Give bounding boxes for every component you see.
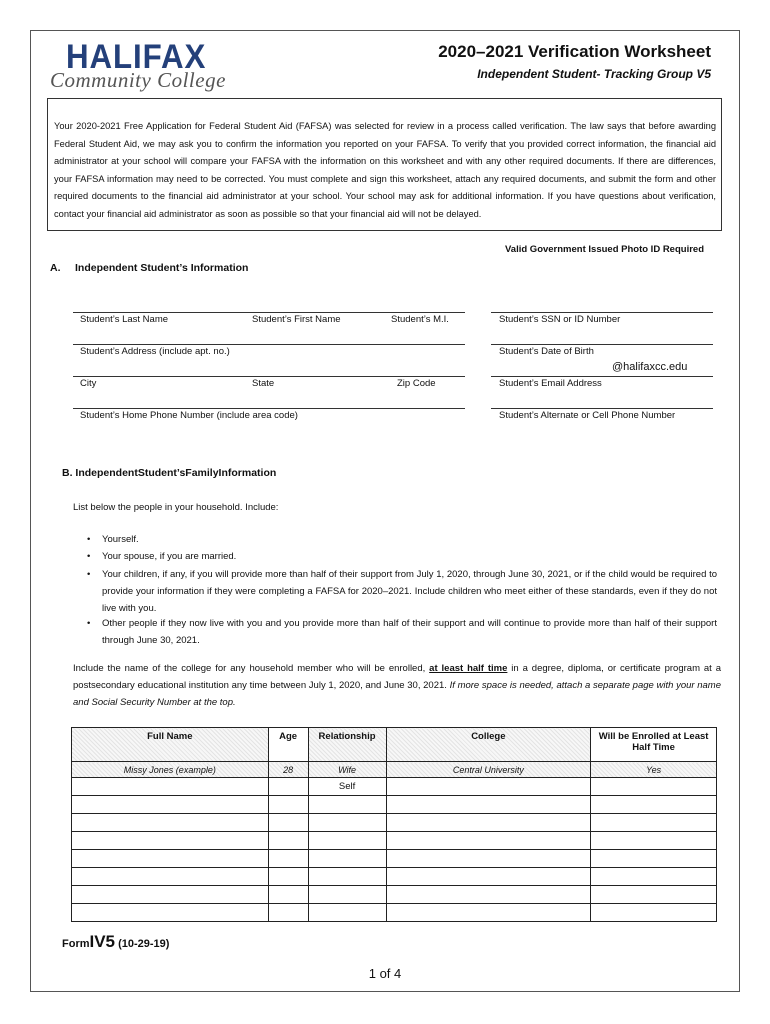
table-row[interactable] — [72, 886, 717, 904]
city-label: City — [80, 378, 97, 389]
table-row[interactable] — [72, 778, 717, 796]
col-header-relationship: Relationship — [308, 728, 386, 762]
email-line[interactable] — [491, 376, 713, 377]
college-logo: HALIFAX — [66, 38, 207, 76]
cell-phone-label: Student’s Alternate or Cell Phone Number — [499, 410, 676, 421]
bullet-icon: • — [87, 534, 91, 545]
col-header-age: Age — [268, 728, 308, 762]
col-header-enrolled: Will be Enrolled at Least Half Time — [591, 728, 717, 762]
ssn-label: Student’s SSN or ID Number — [499, 314, 621, 325]
table-row[interactable] — [72, 796, 717, 814]
page-subtitle: Independent Student- Tracking Group V5 — [477, 67, 711, 81]
page-number: 1 of 4 — [368, 966, 402, 981]
table-header-row — [72, 728, 717, 762]
last-name-label: Student’s Last Name — [80, 314, 169, 325]
dob-label: Student’s Date of Birth — [499, 346, 594, 357]
city-line[interactable] — [73, 376, 465, 377]
col-header-college: College — [386, 728, 591, 762]
cell-phone-line[interactable] — [491, 408, 713, 409]
bullet-icon: • — [87, 551, 91, 562]
section-a-heading — [50, 262, 248, 274]
name-line[interactable] — [73, 312, 465, 313]
first-name-label: Student’s First Name — [252, 314, 341, 325]
section-a-letter: A. — [50, 262, 61, 274]
email-domain: @halifaxcc.edu — [612, 361, 688, 373]
table-row[interactable] — [72, 814, 717, 832]
zip-label: Zip Code — [397, 378, 436, 389]
bullet-icon: • — [87, 618, 91, 629]
home-phone-line[interactable] — [73, 408, 465, 409]
address-label: Student’s Address (include apt. no.) — [80, 346, 230, 357]
half-time-emphasis: at least half time — [429, 663, 508, 674]
ssn-line[interactable] — [491, 312, 713, 313]
household-table — [71, 727, 717, 922]
bullet-icon: • — [87, 569, 91, 580]
email-label: Student’s Email Address — [499, 378, 602, 389]
dob-line[interactable] — [491, 344, 713, 345]
section-b-heading: B. IndependentStudent’sFamilyInformation — [62, 467, 277, 479]
section-a-title: Independent Student’s Information — [75, 262, 249, 274]
form-code: FormIV5 (10-29-19) — [62, 932, 170, 951]
page-title: 2020–2021 Verification Worksheet — [438, 42, 711, 61]
home-phone-label: Student’s Home Phone Number (include area code) — [80, 410, 298, 421]
address-line[interactable] — [73, 344, 465, 345]
state-label: State — [252, 378, 275, 389]
self-cell: Self — [308, 778, 386, 796]
table-row[interactable] — [72, 904, 717, 922]
table-row[interactable] — [72, 850, 717, 868]
table-row[interactable] — [72, 868, 717, 886]
mi-label: Student’s M.I. — [391, 314, 449, 325]
table-row-example: Missy Jones (example) 28 Wife Central University Yes — [72, 762, 717, 778]
photo-id-note: Valid Government Issued Photo ID Required — [504, 244, 704, 255]
intro-paragraph: Your 2020-2021 Free Application for Federal Student Aid (FAFSA) was selected for review in a process called verification. The law says that before awarding Federal Student Aid, we may ask you to confirm the information you reported on your FAFSA. To verify that you provided correct information, the financial aid administrator at your school will compare your FAFSA with the information on this worksheet and with any other required documents. If there are differences, your FAFSA information may need to be corrected. You must complete and sign this worksheet, attach any required documents, and submit the form and other required documents to the financial aid administrator at your school. Your school may ask for additional information. If you have questions about verification, contact your financial aid administrator as soon as possible so that your financial aid will not be delayed. — [47, 98, 722, 231]
household-intro: List below the people in your household. Include: — [73, 502, 279, 513]
college-instruction: Include the name of the college for any household member who will be enrolled, at least half time in a degree, diploma, or certificate program at a postsecondary educational institution any time between July 1, 2020, and June 30, 2021. If more space is needed, attach a separate page with your name and Social Security Number at the top. — [73, 663, 722, 708]
col-header-name: Full Name — [72, 728, 269, 762]
table-row[interactable] — [72, 832, 717, 850]
college-logo-subtitle: Community College — [50, 68, 226, 92]
